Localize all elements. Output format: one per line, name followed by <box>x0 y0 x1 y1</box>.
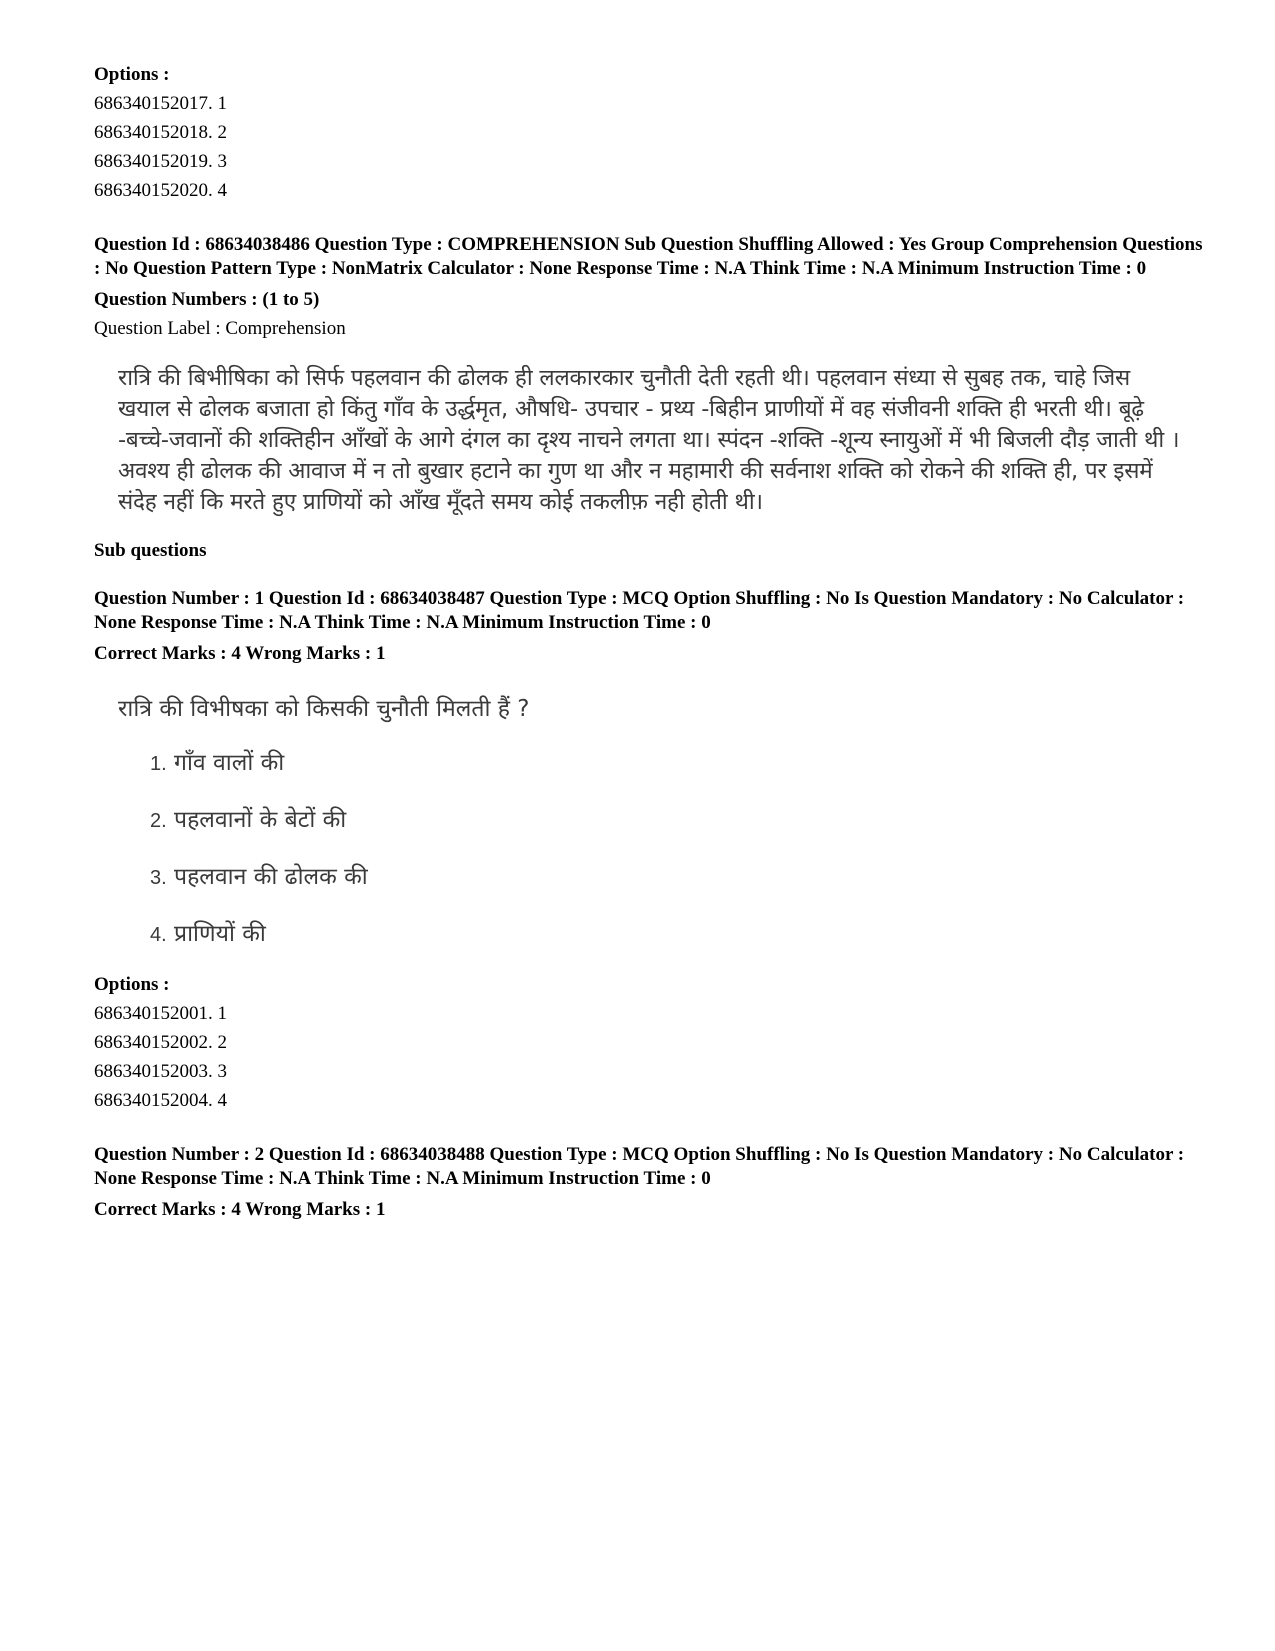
question-1-choice <box>150 917 1204 952</box>
option-item: 686340152019. 3 <box>94 151 227 172</box>
option-item: 686340152018. 2 <box>94 122 227 143</box>
option-item: 686340152017. 1 <box>94 93 227 114</box>
question-1-meta: Question Number : 1 Question Id : 68634038487 Question Type : MCQ Option Shuffling : No Is Question Mandatory : No Calculator : None Response Time : N.A Think Time : N.A Minimum Instruction Time : 0 <box>94 588 1185 633</box>
question-numbers: Question Numbers : (1 to 5) <box>94 289 320 310</box>
choice-number: 1. <box>150 753 167 775</box>
question-1-choice <box>150 860 1204 895</box>
choice-number: 2. <box>150 810 167 832</box>
choice-number: 4. <box>150 924 167 946</box>
choice-number: 3. <box>150 867 167 889</box>
question-1-choice <box>150 746 1204 781</box>
document-page <box>94 60 1204 1224</box>
comprehension-passage: रात्रि की बिभीषिका को सिर्फ पहलवान की ढोलक ही ललकारकार चुनौती देती रहती थी। पहलवान संध्या से सुबह तक, चाहे जिस खयाल से ढोलक बजाता हो किंतु गाँव के उर्द्धमृत, औषधि- उपचार - प्रथ्य -बिहीन प्राणीयों में वह संजीवनी शक्ति ही भरती थी। बूढ़े -बच्चे-जवानों की शक्तिहीन आँखों के आगे दंगल का दृश्य नाचने लगता था। स्पंदन -शक्ति -शून्य स्नायुओं में भी बिजली दौड़ जाती थी । अवश्य ही ढोलक की आवाज में न तो बुखार हटाने का गुण था और न महामारी की सर्वनाश शक्ति को रोकने की शक्ति ही, पर इसमें संदेह नहीं कि मरते हुए प्राणियों को आँख मूँदते समय कोई तकलीफ़ नही होती थी। <box>118 365 1180 515</box>
choice-text: प्राणियों की <box>174 921 266 947</box>
choice-text: पहलवानों के बेटों की <box>174 807 347 833</box>
question-2-meta: Question Number : 2 Question Id : 68634038488 Question Type : MCQ Option Shuffling : No Is Question Mandatory : No Calculator : None Response Time : N.A Think Time : N.A Minimum Instruction Time : 0 <box>94 1144 1185 1189</box>
question-2-marks: Correct Marks : 4 Wrong Marks : 1 <box>94 1199 386 1220</box>
question-1-text: रात्रि की विभीषका को किसकी चुनौती मिलती हैं ? <box>118 696 530 722</box>
option-item: 686340152002. 2 <box>94 1032 227 1053</box>
comprehension-meta: Question Id : 68634038486 Question Type : COMPREHENSION Sub Question Shuffling Allowed : Yes Group Comprehension Questions : No Question Pattern Type : NonMatrix Calculator : None Response Time : N.A Think Time : N.A Minimum Instruction Time : 0 <box>94 234 1203 279</box>
option-item: 686340152003. 3 <box>94 1061 227 1082</box>
choice-text: गाँव वालों की <box>174 750 285 776</box>
choice-text: पहलवान की ढोलक की <box>174 864 368 890</box>
question-1-options-heading: Options : <box>94 974 170 995</box>
sub-questions-heading: Sub questions <box>94 540 207 561</box>
option-item: 686340152001. 1 <box>94 1003 227 1024</box>
option-item: 686340152004. 4 <box>94 1090 227 1111</box>
option-item: 686340152020. 4 <box>94 180 227 201</box>
question-1-marks: Correct Marks : 4 Wrong Marks : 1 <box>94 643 386 664</box>
options-heading: Options : <box>94 64 170 85</box>
question-label: Question Label : Comprehension <box>94 318 346 339</box>
question-1-choice <box>150 803 1204 838</box>
